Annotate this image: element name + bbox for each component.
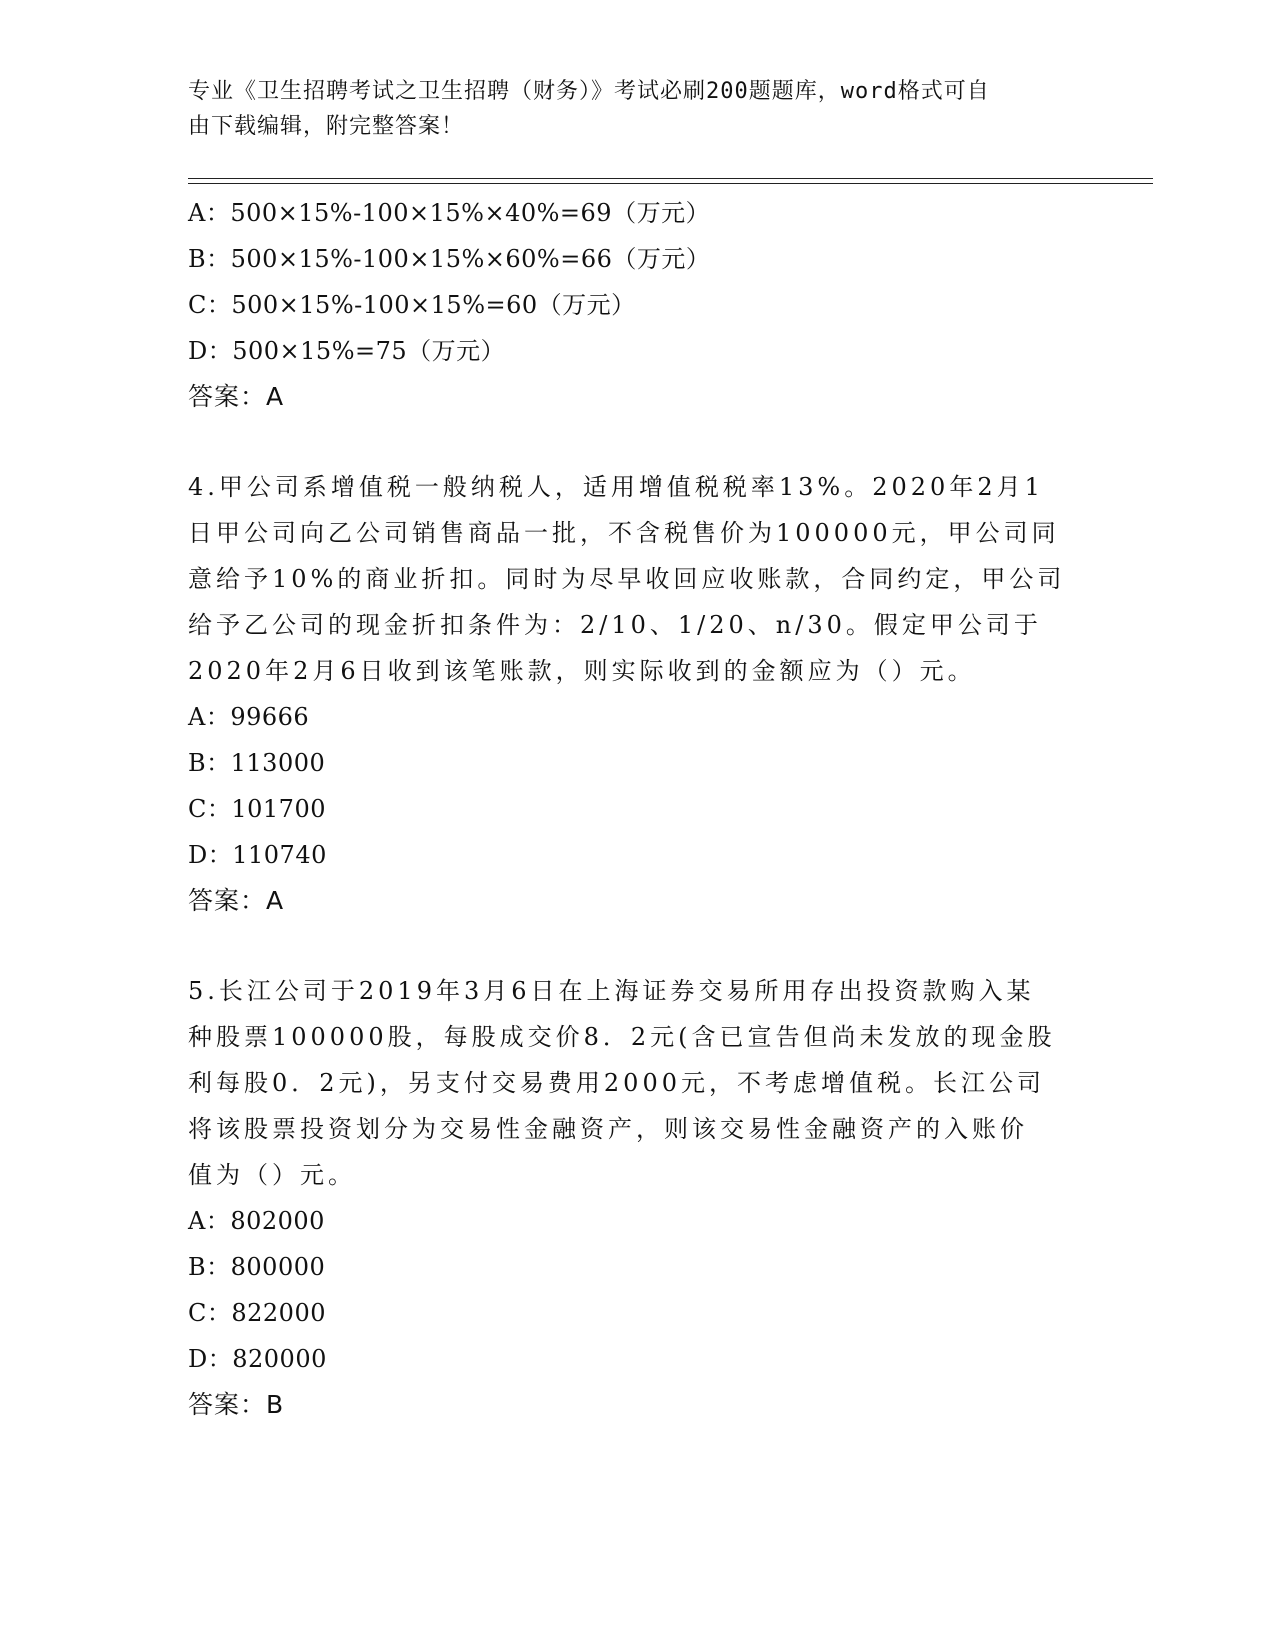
q3-option-b: B：500×15%-100×15%×60%=66（万元）: [188, 245, 711, 273]
q5-option-a: A：802000: [188, 1207, 325, 1235]
q5-option-c: C：822000: [188, 1299, 326, 1327]
q4-stem: [188, 464, 1088, 694]
q5-stem-line-2: 种股票100000股，每股成交价8．2元(含已宣告但尚未发放的现金股: [188, 1023, 1056, 1051]
q3-option-d: D：500×15%=75（万元）: [188, 337, 506, 365]
q3-answer: 答案：A: [188, 382, 285, 411]
q5-stem-line-4: 将该股票投资划分为交易性金融资产，则该交易性金融资产的入账价: [188, 1115, 1028, 1143]
q5-option-b: B：800000: [188, 1253, 326, 1281]
q4-option-a: A：99666: [188, 703, 310, 731]
q5-stem-line-3: 利每股0．2元)，另支付交易费用2000元，不考虑增值税。长江公司: [188, 1069, 1045, 1097]
question-3-block: [188, 190, 1088, 420]
question-5-block: [188, 968, 1088, 1428]
q4-option-d: D：110740: [188, 841, 327, 869]
q4-option-b: B：113000: [188, 749, 326, 777]
q5-stem-line-5: 值为（）元。: [188, 1161, 356, 1189]
header-divider-bottom: [188, 183, 1153, 184]
document-header: [188, 74, 1068, 144]
q4-stem-line-3: 意给予10%的商业折扣。同时为尽早收回应收账款，合同约定，甲公司: [188, 565, 1066, 593]
q4-stem-line-1: 4.甲公司系增值税一般纳税人，适用增值税税率13%。2020年2月1: [188, 473, 1044, 501]
q5-stem: [188, 968, 1088, 1198]
header-line-1: 专业《卫生招聘考试之卫生招聘（财务）》考试必刷200题题库，word格式可自: [188, 79, 990, 104]
q5-option-d: D：820000: [188, 1345, 327, 1373]
q4-stem-line-5: 2020年2月6日收到该笔账款，则实际收到的金额应为（）元。: [188, 657, 976, 685]
q4-option-c: C：101700: [188, 795, 326, 823]
q4-answer: 答案：A: [188, 886, 285, 915]
q4-stem-line-2: 日甲公司向乙公司销售商品一批，不含税售价为100000元，甲公司同: [188, 519, 1060, 547]
header-line-2: 由下载编辑，附完整答案！: [188, 114, 465, 139]
q4-stem-line-4: 给予乙公司的现金折扣条件为：2/10、1/20、n/30。假定甲公司于: [188, 611, 1042, 639]
q5-answer: 答案：B: [188, 1390, 285, 1419]
q3-option-a: A：500×15%-100×15%×40%=69（万元）: [188, 199, 711, 227]
q3-option-c: C：500×15%-100×15%=60（万元）: [188, 291, 636, 319]
document-body: [188, 190, 1088, 1428]
question-4-block: [188, 464, 1088, 924]
q5-stem-line-1: 5.长江公司于2019年3月6日在上海证券交易所用存出投资款购入某: [188, 977, 1035, 1005]
header-divider-top: [188, 178, 1153, 179]
